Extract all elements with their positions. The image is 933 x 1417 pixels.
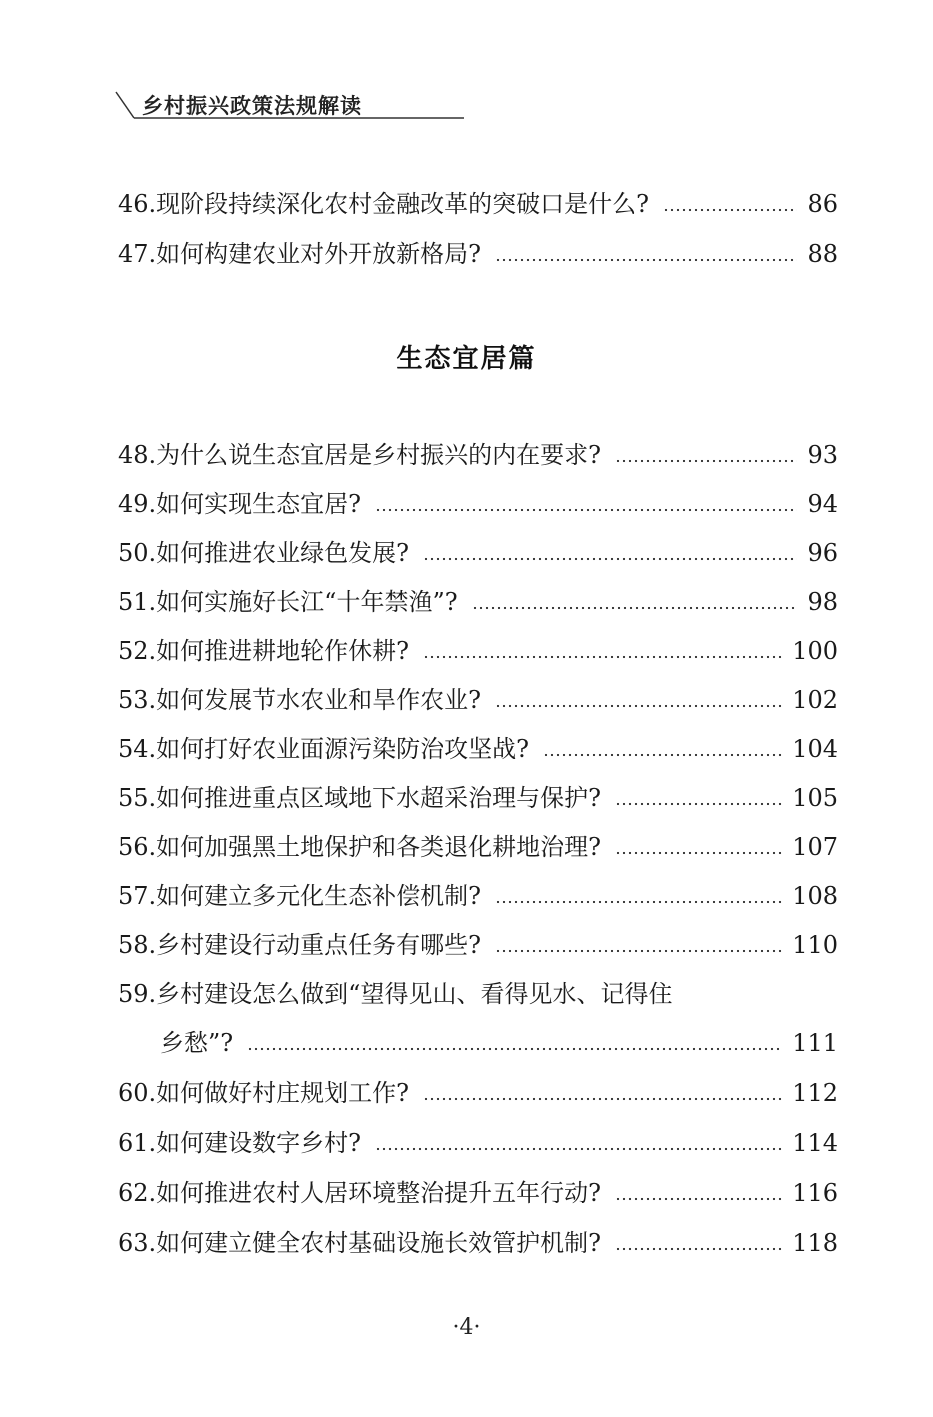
entry-number: 49. (118, 490, 157, 518)
entry-page: 98 (807, 588, 838, 616)
dot-leader (615, 797, 782, 807)
entry-number: 51. (118, 588, 157, 616)
entry-title: 乡村建设行动重点任务有哪些? (156, 931, 482, 959)
entry-title: 如何构建农业对外开放新格局? (156, 240, 482, 268)
toc-entry[interactable] (118, 1225, 838, 1261)
entry-number: 47. (118, 240, 157, 268)
toc-entry[interactable] (118, 1125, 838, 1161)
dot-leader (615, 1192, 782, 1202)
entry-title: 如何推进耕地轮作休耕? (156, 637, 410, 665)
entry-page: 110 (792, 931, 838, 959)
toc-entry[interactable] (118, 829, 838, 865)
toc-entry[interactable] (118, 1075, 838, 1111)
entry-number: 48. (118, 441, 157, 469)
entry-page: 93 (807, 441, 838, 469)
toc-entry[interactable] (118, 236, 838, 272)
toc-entry[interactable] (118, 584, 838, 620)
entry-title: 如何建立健全农村基础设施长效管护机制? (156, 1229, 602, 1257)
toc-entry[interactable] (118, 186, 838, 222)
entry-title: 如何发展节水农业和旱作农业? (156, 686, 482, 714)
toc-entry[interactable] (118, 535, 838, 571)
entry-page: 118 (792, 1229, 838, 1257)
entry-number: 61. (118, 1129, 157, 1157)
entry-page: 96 (807, 539, 838, 567)
entry-page: 111 (792, 1029, 838, 1057)
entry-title: 如何推进农村人居环境整治提升五年行动? (156, 1179, 602, 1207)
toc-entry[interactable] (118, 878, 838, 914)
entry-number: 60. (118, 1079, 157, 1107)
dot-leader (495, 253, 797, 263)
entry-number: 54. (118, 735, 157, 763)
entry-page: 86 (807, 190, 838, 218)
entry-number: 56. (118, 833, 157, 861)
entry-number: 59. (118, 980, 157, 1008)
entry-title: 如何建设数字乡村? (156, 1129, 362, 1157)
dot-leader (375, 503, 797, 513)
entry-title: 如何推进重点区域地下水超采治理与保护? (156, 784, 602, 812)
entry-page: 112 (792, 1079, 838, 1107)
entry-page: 107 (792, 833, 838, 861)
toc-entry[interactable] (118, 486, 838, 522)
entry-number: 50. (118, 539, 157, 567)
entry-title: 如何推进农业绿色发展? (156, 539, 410, 567)
dot-leader (247, 1042, 782, 1052)
entry-number: 58. (118, 931, 157, 959)
entry-title: 如何实施好长江“十年禁渔”? (156, 588, 458, 616)
entry-title: 如何做好村庄规划工作? (156, 1079, 410, 1107)
toc-entry[interactable] (118, 731, 838, 767)
section-heading: 生态宜居篇 (396, 344, 537, 374)
dot-leader (375, 1142, 782, 1152)
dot-leader (423, 650, 782, 660)
entry-page: 94 (807, 490, 838, 518)
dot-leader (423, 552, 797, 562)
entry-page: 104 (792, 735, 838, 763)
entry-title: 如何实现生态宜居? (156, 490, 362, 518)
entry-page: 100 (792, 637, 838, 665)
dot-leader (423, 1092, 782, 1102)
entry-title: 乡村建设怎么做到“望得见山、看得见水、记得住 (156, 980, 673, 1008)
toc-entry[interactable] (118, 682, 838, 718)
page-number: ·4· (452, 1315, 481, 1340)
dot-leader (615, 454, 797, 464)
entry-page: 105 (792, 784, 838, 812)
dot-leader (495, 699, 782, 709)
entry-number: 55. (118, 784, 157, 812)
entry-page: 102 (792, 686, 838, 714)
entry-number: 53. (118, 686, 157, 714)
entry-number: 57. (118, 882, 157, 910)
entry-title-continued: 乡愁”? (160, 1029, 234, 1057)
dot-leader (615, 1242, 782, 1252)
book-title: 乡村振兴政策法规解读 (142, 94, 362, 118)
toc-entry[interactable] (118, 633, 838, 669)
entry-title: 现阶段持续深化农村金融改革的突破口是什么? (156, 190, 650, 218)
dot-leader (543, 748, 782, 758)
dot-leader (495, 944, 782, 954)
toc-entry[interactable] (118, 976, 838, 1012)
toc-entry[interactable] (118, 780, 838, 816)
entry-title: 如何加强黑土地保护和各类退化耕地治理? (156, 833, 602, 861)
dot-leader (495, 895, 782, 905)
entry-number: 52. (118, 637, 157, 665)
entry-page: 114 (792, 1129, 838, 1157)
toc-entry[interactable] (118, 927, 838, 963)
entry-number: 62. (118, 1179, 157, 1207)
entry-title: 如何打好农业面源污染防治攻坚战? (156, 735, 530, 763)
dot-leader (663, 203, 797, 213)
toc-entry-continuation[interactable] (118, 1025, 838, 1061)
entry-page: 116 (792, 1179, 838, 1207)
entry-page: 108 (792, 882, 838, 910)
toc-entry[interactable] (118, 437, 838, 473)
entry-title: 为什么说生态宜居是乡村振兴的内在要求? (156, 441, 602, 469)
dot-leader (615, 846, 782, 856)
entry-page: 88 (807, 240, 838, 268)
entry-number: 63. (118, 1229, 157, 1257)
running-header (112, 84, 472, 130)
entry-title: 如何建立多元化生态补偿机制? (156, 882, 482, 910)
toc-entry[interactable] (118, 1175, 838, 1211)
dot-leader (472, 601, 798, 611)
entry-number: 46. (118, 190, 157, 218)
